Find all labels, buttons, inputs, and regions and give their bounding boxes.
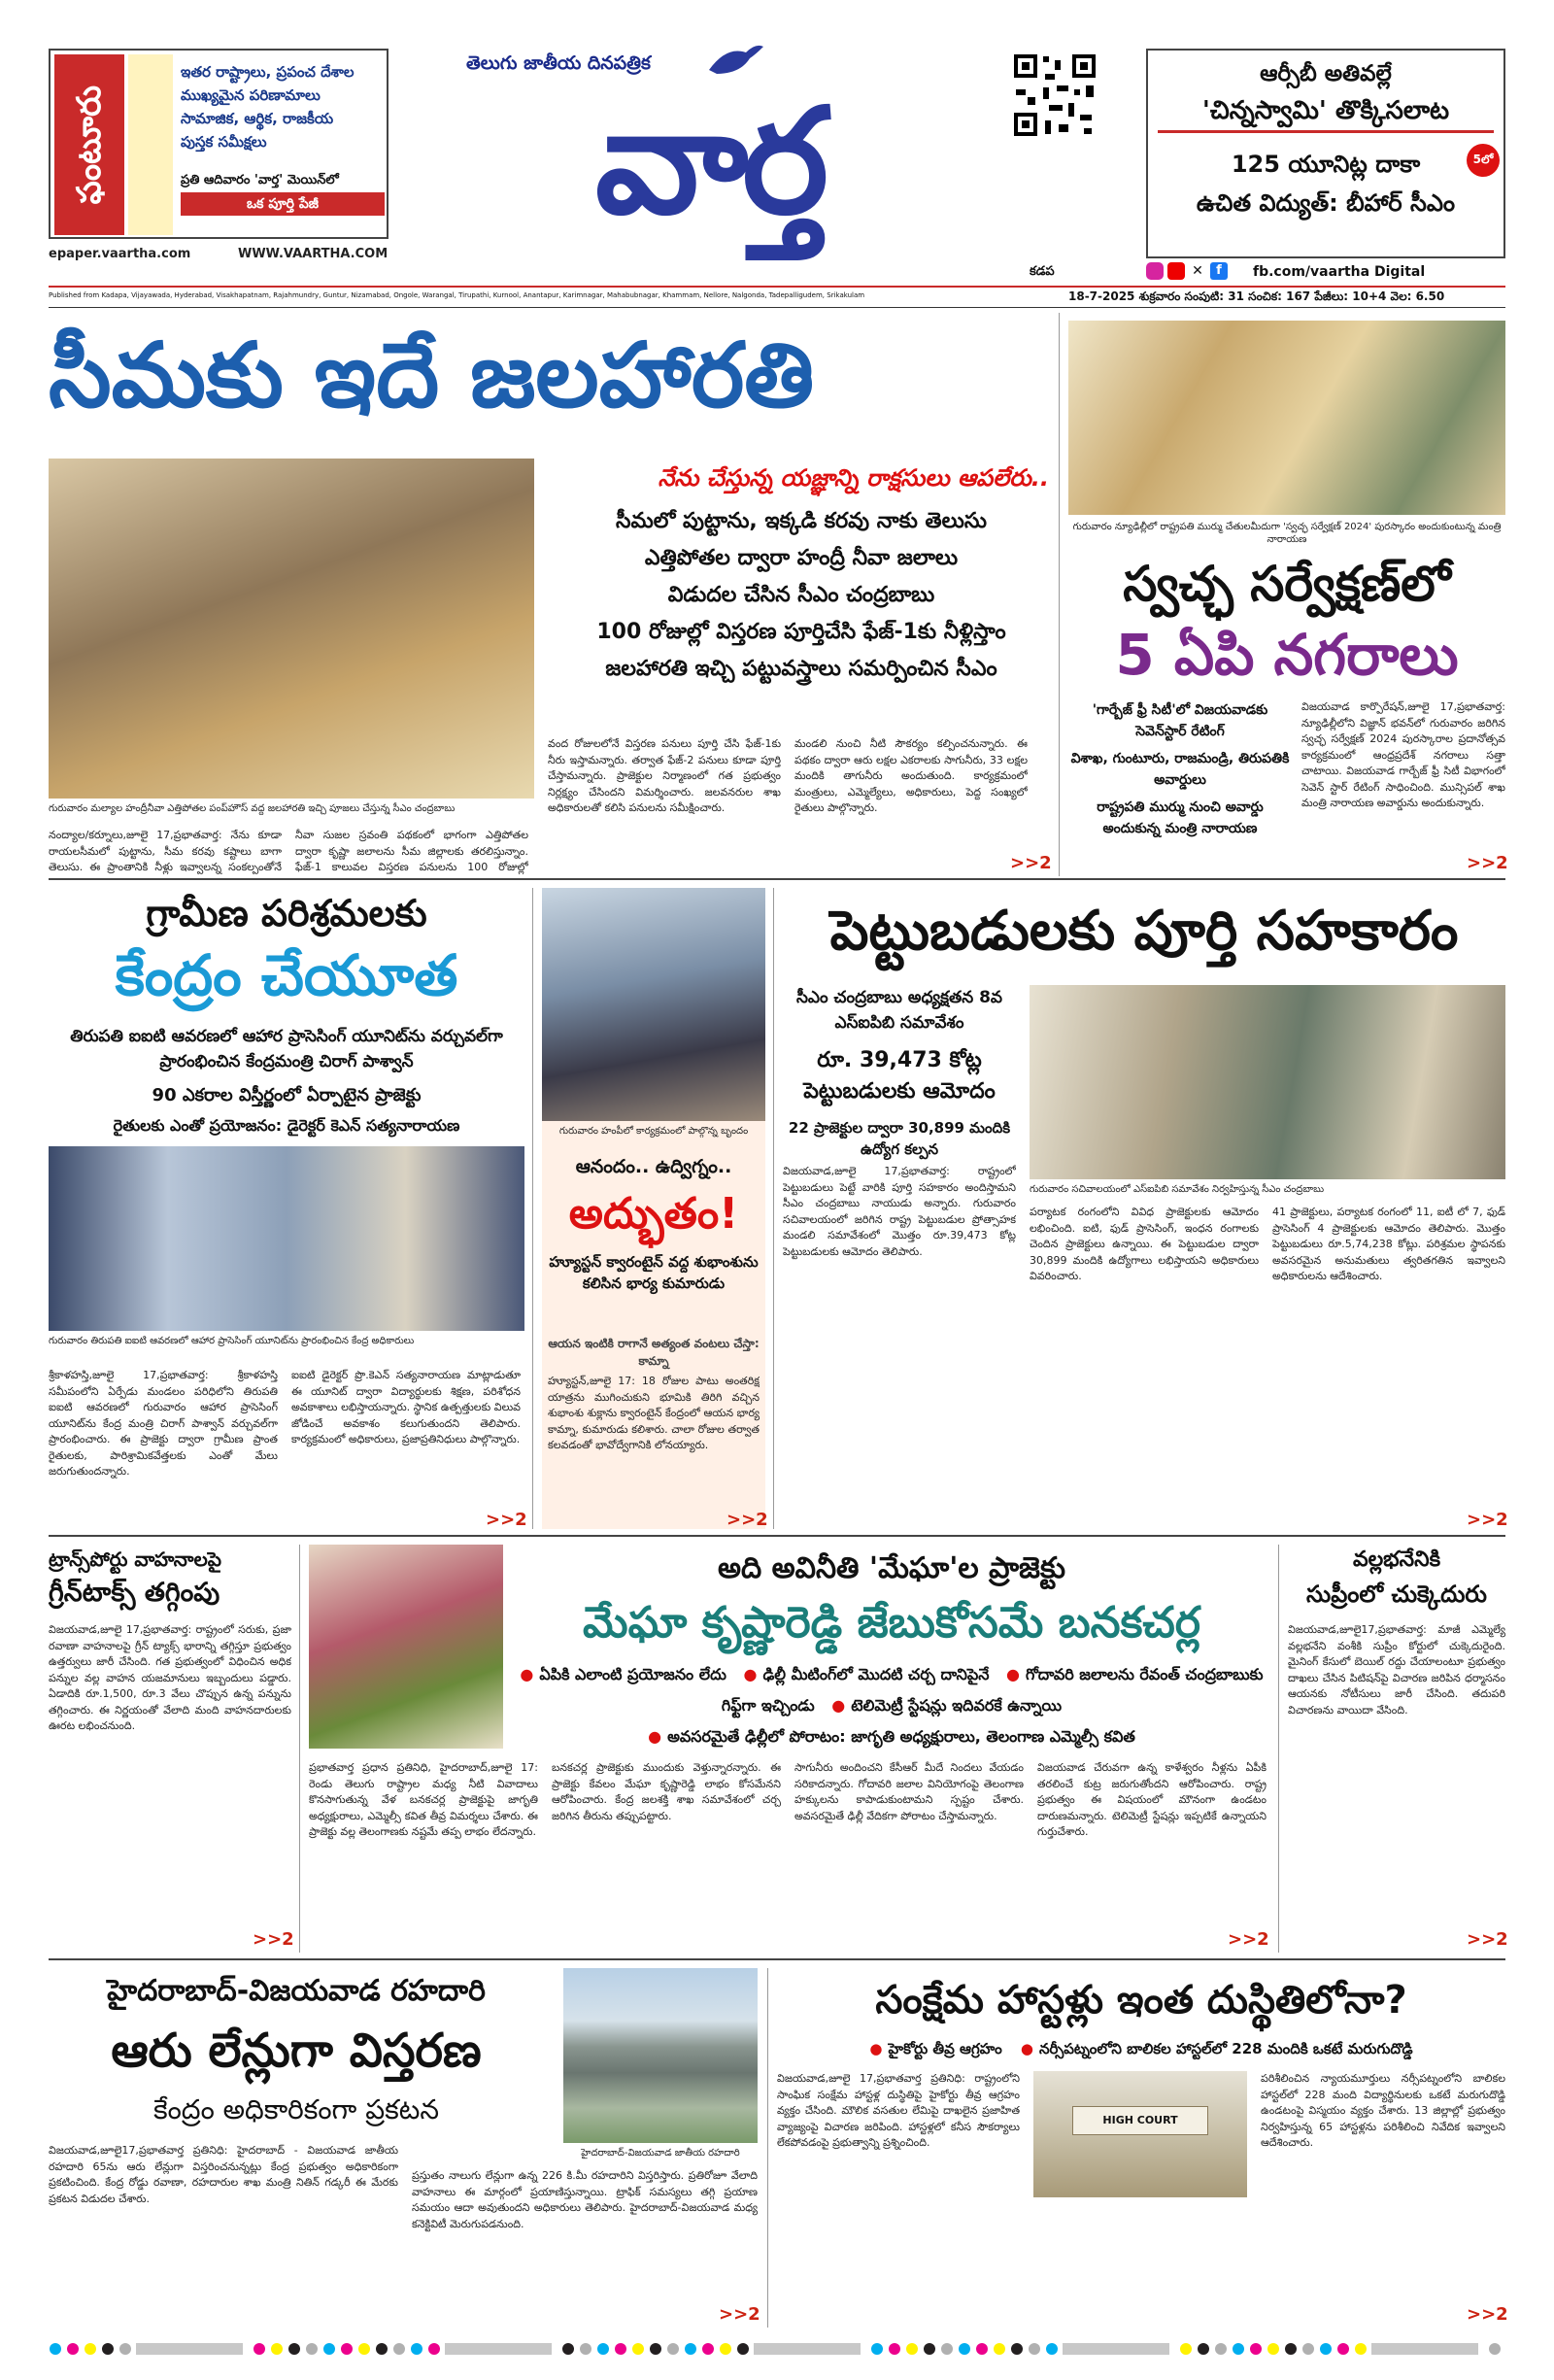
sipb-photo — [1030, 985, 1505, 1179]
registration-dot — [271, 2343, 283, 2355]
sipb-body-col3: 41 ప్రాజెక్టులు, పర్యాటక రంగంలో 11, ఐటీ లో 7, ఫుడ్ ప్రాసెసింగ్ 4 ప్రాజెక్టులకు ఆమోదం తెలిపారు. మొత్తం పెట్టుబడులు రూ.5,74,238 కోట్లు. పరిశ్రమల స్థాపనకు అవసరమైన అనుమతులు త్వరితగతిన ఇవ్వాలని అధికారులను ఆదేశించారు. — [1272, 1206, 1505, 1282]
megha-headline[interactable]: మేఘా కృష్ణారెడ్డి జేబుకోసమే బనకచర్ల — [583, 1598, 1200, 1648]
megha-kicker: అది అవినీతి 'మేఘా'ల ప్రాజెక్టు — [717, 1551, 1065, 1585]
lead-body-col1: నంద్యాల/కర్నూలు,జూలై 17,ప్రభాతవార్త: నేను కూడా రాయలసీమలో పుట్టాను, సీమ కరవు కష్టాలు బాగా తెలుసు. ఈ ప్రాంతానికి నీళ్లు ఇవ్వాలన్న సంకల్పంతోనే — [49, 829, 282, 873]
registration-dot — [737, 2343, 749, 2355]
registration-dot — [562, 2343, 574, 2355]
left-promo-strip — [128, 54, 173, 235]
registration-dot — [358, 2343, 370, 2355]
sipb-headline[interactable]: పెట్టుబడులకు పూర్తి సహకారం — [829, 900, 1459, 963]
vallabhaneni-body: విజయవాడ,జూలై17,ప్రభాతవార్త: మాజీ ఎమ్మెల్యే వల్లభనేని వంశీకి సుప్రీం కోర్టులో చుక్కెదురైంది. మైనింగ్ కేసులో బెయిల్ రద్దు చేయాలంటూ ప్రభుత్వం దాఖలు చేసిన పిటిషన్‌పై విచారణ జరిపిన ధర్మాసనం ఆయనకు నోటీసులు జారీ చేసింది. తదుపరి విచారణను వాయిదా వేసింది. — [1288, 1623, 1505, 1717]
registration-dot — [102, 2343, 114, 2355]
green-tax-body: విజయవాడ,జూలై 17,ప్రభాతవార్త: రాష్ట్రంలో సరుకు, ప్రజా రవాణా వాహనాలపై గ్రీన్ ట్యాక్స్ భారాన్ని తగ్గిస్తూ ప్రభుత్వం ఉత్తర్వులు జారీ చేసింది. గత ప్రభుత్వంలో విధించిన అధిక పన్నుల వల్ల వాహన యజమానులు ఇబ్బందులు పడ్డారు. ఏడాదికి రూ.1,500, రూ.3 వేలు చొప్పున ఉన్న పన్నును తగ్గించారు. ఈ నిర్ణయంతో వేలాది మంది వాహనదారులకు ఊరట లభించనుంది. — [49, 1623, 291, 1732]
registration-dot — [1285, 2343, 1297, 2355]
green-tax-headline[interactable]: గ్రీన్‌టాక్స్ తగ్గింపు — [49, 1578, 220, 1608]
megha-story — [309, 1545, 1270, 1953]
vallabhaneni-headline[interactable]: సుప్రీంలో చుక్కెదురు — [1306, 1581, 1487, 1608]
vallabhaneni-story — [1288, 1545, 1508, 1953]
megha-more-link[interactable]: >>2 — [1228, 1929, 1269, 1950]
edition-city: కడప — [1030, 264, 1055, 279]
registration-dot — [924, 2343, 935, 2355]
lead-deck: సీమలో పుట్టాను, ఇక్కడి కరవు నాకు తెలుసు ఎత్తిపోతల ద్వారా హంద్రీ నీవా జలాలు విడుదల చేసిన సీఎం చంద్రబాబు 100 రోజుల్లో విస్తరణ పూర్తిచేసి ఫేజ్-1కు నీళ్లిస్తాం జలహారతి ఇచ్చి పట్టువస్త్రాలు సమర్పించిన సీఎం — [596, 509, 1006, 681]
hostels-headline[interactable]: సంక్షేమ హాస్టళ్లు ఇంత దుస్థితిలోనా? — [875, 1978, 1407, 2023]
x-icon[interactable]: ✕ — [1192, 263, 1203, 279]
registration-dot — [288, 2343, 300, 2355]
swachh-headline2[interactable]: 5 ఏపి నగరాలు — [1115, 622, 1459, 688]
right-promo-line2: 'చిన్నస్వామి' తొక్కిసలాట — [1158, 91, 1494, 133]
sipb-body-col2: పర్యాటక రంగంలోని వివిధ ప్రాజెక్టులకు ఆమోదం లభించింది. ఐటి, ఫుడ్ ప్రాసెసింగ్, ఇంధన రంగాలకు చెందిన ప్రాజెక్టులు ఉన్నాయి. ఈ పెట్టుబడుల ద్వారా 30,899 మందికి ఉద్యోగాలు లభిస్తాయని అధికారులు వివరించారు. — [1030, 1206, 1259, 1282]
registration-bar-segment — [445, 2343, 552, 2355]
lead-body-col3: వంద రోజులలోనే విస్తరణ పనులు పూర్తి చేసి ఫేజ్-1కు నీరు ఇస్తామన్నారు. తర్వాత ఫేజ్-2 పనులు కూడా పూర్తి చేస్తామన్నారు. ప్రాజెక్టుల నిర్మాణంలో గత ప్రభుత్వం నిర్లక్ష్యం చేసిందని విమర్శించారు. జలవనరుల శాఖ అధికారులతో కలిసి పనులను సమీక్షించారు. — [548, 737, 781, 814]
registration-dot — [685, 2343, 696, 2355]
highway-photo — [563, 1968, 758, 2143]
food-park-deck2: 90 ఎకరాల విస్తీర్ణంలో ఏర్పాటైన ప్రాజెక్టు — [152, 1085, 422, 1105]
left-promo-badge: ఫంటూరు — [54, 54, 124, 235]
highway-kicker: హైదరాబాద్-విజయవాడ రహదారి — [107, 1974, 486, 2008]
vallabhaneni-more-link[interactable]: >>2 — [1467, 1929, 1508, 1950]
lead-body-col2: నీవా సుజల స్రవంతి పథకంలో భాగంగా ఎత్తిపోతల ద్వారా కృష్ణా జలాలను సీమ జిల్లాలకు తరలిస్తున్నాం. ఫేజ్-1 కాలువల విస్తరణ పనులను 100 రోజుల్లో — [295, 829, 528, 873]
hampi-body: హ్యూస్టన్,జూలై 17: 18 రోజుల పాటు అంతరిక్ష యాత్రను ముగించుకుని భూమికి తిరిగి వచ్చిన శుభాంశు శుక్లాను క్వారంటైన్ కేంద్రంలో ఆయన భార్య కామ్నా, కుమారుడు కలిశారు. చాలా రోజుల తర్వాత కలవడంతో భావోద్వేగానికి లోనయ్యారు. — [548, 1375, 760, 1451]
megha-body-col1: ప్రభాతవార్త ప్రధాన ప్రతినిధి, హైదరాబాద్,జూలై 17: రెండు తెలుగు రాష్ట్రాల మధ్య నీటి వివాదాలు కొనసాగుతున్న వేళ బనకచర్ల ప్రాజెక్టుపై జాగృతి అధ్యక్షురాలు, ఎమ్మెల్సీ కవిత తీవ్ర విమర్శలు చేశారు. ఈ ప్రాజెక్టు వల్ల తెలంగాణకు నష్టమే తప్ప లాభం లేదన్నారు. — [309, 1761, 538, 1838]
lead-story — [49, 313, 1052, 876]
right-promo-line3: 125 యూనిట్ల దాకా — [1231, 151, 1421, 178]
food-park-more-link[interactable]: >>2 — [486, 1510, 527, 1530]
epaper-link[interactable]: epaper.vaartha.com — [49, 247, 191, 261]
registration-dot — [889, 2343, 900, 2355]
right-promo-box[interactable] — [1146, 49, 1505, 258]
registration-dot — [1215, 2343, 1227, 2355]
lead-more-link[interactable]: >>2 — [1010, 853, 1052, 873]
facebook-handle[interactable]: fb.com/vaartha Digital — [1253, 264, 1426, 280]
registration-dot — [720, 2343, 731, 2355]
green-tax-story — [49, 1545, 294, 1953]
right-promo-line4: ఉచిత విద్యుత్: బీహార్ సీఎం — [1196, 189, 1456, 217]
registration-dot — [119, 2343, 131, 2355]
swachh-body: విజయవాడ కార్పొరేషన్,జూలై 17,ప్రభాతవార్త: న్యూఢిల్లీలోని విజ్ఞాన్ భవన్‌లో గురువారం జరిగిన స్వచ్ఛ సర్వేక్షణ్ 2024 పురస్కారాల ప్రదానోత్సవ కార్యక్రమంలో ఆంధ్రప్రదేశ్ నగరాలు సత్తా చాటాయి. విజయవాడ గార్బేజ్ ఫ్రీ సిటీ విభాగంలో సెవెన్ స్టార్ రేటింగ్ సాధించింది. మున్సిపల్ శాఖ మంత్రి నారాయణ అవార్డును అందుకున్నారు. — [1301, 700, 1505, 809]
megha-body-col4: విజయవాడ చేరువగా ఉన్న కాళేశ్వరం నీళ్లను ఏపీకి తరలించే కుట్ర జరుగుతోందని ఆరోపించారు. రాష్ట్ర ప్రభుత్వం ఈ విషయంలో మౌనంగా ఉండటం దారుణమన్నారు. టెలిమెట్రీ స్టేషన్లు ఇప్పటికే ఉన్నాయని గుర్తుచేశారు. — [1037, 1761, 1267, 1838]
registration-dot — [906, 2343, 918, 2355]
highway-more-link[interactable]: >>2 — [719, 2304, 760, 2325]
right-promo-line1: ఆర్సీబీ అతివల్లే — [1260, 61, 1392, 86]
food-park-deck1: తిరుపతి ఐఐటి ఆవరణలో ఆహార ప్రాసెసింగ్ యూనిట్‌ను వర్చువల్‌గా ప్రారంభించిన కేంద్రమంత్రి చిరాగ్ పాశ్వాన్ — [70, 1027, 503, 1071]
qr-code-icon[interactable] — [1010, 51, 1099, 140]
tagline: తెలుగు జాతీయ దినపత్రిక — [466, 52, 651, 74]
megha-body-col3: సాగునీరు అందించని కేసీఆర్ మీదే నిందలు వేయడం సరికాదన్నారు. గోదావరి జలాల వినియోగంపై తెలంగాణ హక్కులను కాపాడుకుంటామని స్పష్టం చేశారు. అవసరమైతే ఢిల్లీ వేదికగా పోరాటం చేస్తామన్నారు. — [794, 1761, 1024, 1822]
left-promo-lines: ఇతర రాష్ట్రాలు, ప్రపంచ దేశాల ముఖ్యమైన పరిణామాలు సామాజిక, ఆర్థిక, రాజకీయ పుస్తక సమీక్షలు ప్రతి ఆదివారం 'వార్త' మెయిన్‌లో ఒక పూర్తి పేజీ — [181, 60, 385, 216]
registration-dot — [597, 2343, 609, 2355]
registration-dot — [702, 2343, 714, 2355]
swachh-photo — [1068, 321, 1505, 515]
logo: వార్త — [594, 78, 824, 247]
hampi-deck2: ఆయన ఇంటికి రాగానే అత్యంత వంటలు చేస్తా: కామ్నా — [548, 1337, 760, 1368]
registration-bar-segment — [1063, 2343, 1169, 2355]
registration-dot — [632, 2343, 644, 2355]
registration-dot — [976, 2343, 988, 2355]
food-park-deck3: రైతులకు ఎంతో ప్రయోజనం: డైరెక్టర్ కెఎన్ సత్యనారాయణ — [113, 1116, 460, 1135]
registration-dot — [306, 2343, 318, 2355]
hampi-story — [542, 888, 768, 1530]
registration-dot — [941, 2343, 953, 2355]
vallabhaneni-kicker: వల్లభనేనికి — [1352, 1547, 1441, 1572]
highway-story — [49, 1968, 758, 2328]
hampi-headline[interactable]: అద్భుతం! — [568, 1189, 739, 1239]
sipb-caption: గురువారం సచివాలయంలో ఎస్ఐపిబి సమావేశం నిర్వహిస్తున్న సీఎం చంద్రబాబు — [1030, 1184, 1325, 1195]
hostels-body-col2: పరిశీలించిన న్యాయమూర్తులు నర్సీపట్నంలోని బాలికల హాస్టల్‌లో 228 మంది విద్యార్థినులకు ఒకటే మరుగుదొడ్డి ఉండటంపై విస్మయం వ్యక్తం చేశారు. 13 జిల్లాల్లో ప్రభుత్వం నిర్వహిస్తున్న 65 హాస్టళ్లను పరిశీలించి నివేదిక ఇవ్వాలని ఆదేశించారు. — [1261, 2072, 1505, 2149]
youtube-icon[interactable] — [1167, 262, 1185, 280]
food-park-headline2[interactable]: కేంద్రం చేయూత — [115, 942, 458, 1008]
sipb-more-link[interactable]: >>2 — [1467, 1510, 1508, 1530]
swachh-headline1[interactable]: స్వచ్ఛ సర్వేక్షణ్‌లో — [1123, 556, 1451, 612]
lead-caption: గురువారం మల్యాల హంద్రీనీవా ఎత్తిపోతల పంప్‌హౌస్ వద్ద జలహారతి ఇచ్చి పూజలు చేస్తున్న సీఎం చంద్రబాబు — [49, 803, 456, 814]
swachh-deck: 'గార్బేజ్ ఫ్రీ సిటీ'లో విజయవాడకు సెవెన్‌స్టార్ రేటింగ్ విశాఖ, గుంటూరు, రాజమండ్రి, తిరుపతికి అవార్డులు రాష్ట్రపతి ముర్ము నుంచి అవార్డు అందుకున్న మంత్రి నారాయణ — [1070, 702, 1290, 836]
published-from: Published from Kadapa, Vijayawada, Hyderabad, Visakhapatnam, Rajahmundry, Guntur, Nizamabad, Ongole, Warangal, Tirupathi, Kurnool, Anantapur, Karimnagar, Mahabubnagar, Khammam, Nellore, Nalgonda, Tadepalligudem, Srikakulam — [49, 291, 865, 299]
high-court-sign: HIGH COURT — [1072, 2106, 1208, 2135]
registration-bar-segment — [754, 2343, 861, 2355]
masthead — [0, 0, 1554, 307]
highway-body-col2: ప్రస్తుతం నాలుగు లేన్లుగా ఉన్న 226 కి.మీ రహదారిని విస్తరిస్తారు. ప్రతిరోజూ వేలాది వాహనాలు ఈ మార్గంలో ప్రయాణిస్తున్నాయి. ట్రాఫిక్ సమస్యలు తగ్గి ప్రయాణ సమయం ఆదా అవుతుందని అధికారులు తెలిపారు. హైదరాబాద్-విజయవాడ మధ్య కనెక్టివిటీ మెరుగుపడనుంది. — [412, 2169, 758, 2230]
food-park-photo — [49, 1146, 524, 1331]
registration-dot — [1320, 2343, 1332, 2355]
registration-dot — [341, 2343, 353, 2355]
swachh-story — [1068, 321, 1508, 876]
registration-dot — [871, 2343, 883, 2355]
food-park-caption: గురువారం తిరుపతి ఐఐటి ఆవరణలో ఆహార ప్రాసెసింగ్ యూనిట్‌ను ప్రారంభించిన కేంద్ర అధికారులు — [49, 1336, 415, 1346]
facebook-icon[interactable]: f — [1210, 262, 1228, 280]
registration-dot — [376, 2343, 388, 2355]
hostels-body-col1: విజయవాడ,జూలై 17,ప్రభాతవార్త ప్రతినిధి: రాష్ట్రంలోని సాంఘిక సంక్షేమ హాస్టళ్ల దుస్థితిపై హైకోర్టు తీవ్ర ఆగ్రహం వ్యక్తం చేసింది. మౌలిక వసతుల లేమిపై దాఖలైన ప్రజాహిత వ్యాజ్యంపై విచారణ జరిపింది. హాస్టళ్లలో కనీస సౌకర్యాలు లేకపోవడంపై ప్రభుత్వాన్ని ప్రశ్నించింది. — [777, 2072, 1020, 2149]
registration-dot — [994, 2343, 1005, 2355]
registration-dot — [323, 2343, 335, 2355]
high-court-photo — [1033, 2071, 1247, 2197]
food-park-headline1[interactable]: గ్రామీణ పరిశ్రమలకు — [146, 892, 427, 935]
page-ref-badge[interactable]: 5లో — [1467, 144, 1500, 177]
highway-deck: కేంద్రం అధికారికంగా ప్రకటన — [152, 2093, 440, 2125]
registration-dot — [615, 2343, 626, 2355]
megha-body-col2: బనకచర్ల ప్రాజెక్టుకు ముందుకు వెళ్తున్నారన్నారు. ఈ ప్రాజెక్టు కేవలం మేఘా కృష్ణారెడ్డి లాభం కోసమేనని ఆరోపించారు. కేంద్ర జలశక్తి శాఖ సమావేశంలో చర్చ జరిగిన తీరును తప్పుపట్టారు. — [552, 1761, 781, 1822]
registration-dot — [411, 2343, 422, 2355]
registration-dot — [1355, 2343, 1367, 2355]
registration-dot — [428, 2343, 440, 2355]
registration-dot — [1250, 2343, 1262, 2355]
left-promo-box[interactable] — [49, 49, 388, 239]
registration-bar-segment — [1371, 2343, 1478, 2355]
sipb-body-col1: విజయవాడ,జూలై 17,ప్రభాతవార్త: రాష్ట్రంలో పెట్టుబడులు పెట్టే వారికి పూర్తి సహకారం అందిస్తామని సీఎం చంద్రబాబు నాయుడు అన్నారు. గురువారం సచివాలయంలో జరిగిన రాష్ట్ర పెట్టుబడుల ప్రోత్సాహక మండలి సమావేశంలో మొత్తం రూ.39,473 కోట్ల పెట్టుబడులకు ఆమోదం తెలిపారు. — [783, 1165, 1016, 1258]
dateline: 18-7-2025 శుక్రవారం సంపుటి: 31 సంచిక: 167 పేజీలు: 10+4 వెల: 6.50 — [1068, 289, 1445, 303]
food-park-story — [49, 888, 527, 1530]
registration-dot — [1011, 2343, 1023, 2355]
color-registration-bar — [49, 2339, 1505, 2359]
registration-dot — [1302, 2343, 1314, 2355]
registration-dot — [393, 2343, 405, 2355]
highway-headline[interactable]: ఆరు లేన్లుగా విస్తరణ — [111, 2023, 482, 2078]
swachh-more-link[interactable]: >>2 — [1467, 853, 1508, 873]
sipb-deck: సీఎం చంద్రబాబు అధ్యక్షతన 8వ ఎస్ఐపిబి సమావేశం రూ. 39,473 కోట్ల పెట్టుబడులకు ఆమోదం 22 ప్రాజెక్టుల ద్వారా 30,899 మందికి ఉద్యోగ కల్పన — [788, 988, 1011, 1158]
registration-dot — [959, 2343, 970, 2355]
registration-dot — [84, 2343, 96, 2355]
lead-headline[interactable]: సీమకు ఇదే జలహారతి — [49, 323, 815, 427]
registration-dot — [1198, 2343, 1209, 2355]
highway-body-col1: విజయవాడ,జూలై17,ప్రభాతవార్త ప్రతినిధి: హైదరాబాద్ - విజయవాడ జాతీయ రహదారి 65ను ఆరు లేన్లుగా విస్తరించనున్నట్లు కేంద్ర ప్రభుత్వం అధికారికంగా ప్రకటించింది. కేంద్ర రోడ్డు రవాణా, రహదారుల శాఖ మంత్రి నితిన్ గడ్కరీ ఈ మేరకు ప్రకటన విడుదల చేశారు. — [49, 2144, 398, 2205]
hostels-bullets: ● హైకోర్టు తీవ్ర ఆగ్రహం ● నర్సీపట్నంలోని బాలికల హాస్టల్‌లో 228 మందికి ఒకటే మరుగుదొడ్డి — [869, 2040, 1413, 2057]
hampi-photo — [542, 888, 765, 1121]
registration-dot — [667, 2343, 679, 2355]
registration-dot — [253, 2343, 265, 2355]
instagram-icon[interactable] — [1146, 262, 1164, 280]
hampi-caption: గురువారం హంపీలో కార్యక్రమంలో పాల్గొన్న బృందం — [558, 1126, 749, 1137]
registration-dot — [580, 2343, 591, 2355]
hampi-kicker: ఆనందం.. ఉద్విగ్నం.. — [575, 1156, 732, 1177]
food-park-body-col2: ఐఐటి డైరెక్టర్ ప్రొ.కెఎన్ సత్యనారాయణ మాట్లాడుతూ ఈ యూనిట్ ద్వారా విద్యార్థులకు శిక్షణ, పరిశోధన అవకాశాలు లభిస్తాయన్నారు. స్థానిక ఉత్పత్తులకు విలువ జోడించే అవకాశం కలుగుతుందని తెలిపారు. కార్యక్రమంలో అధికారులు, ప్రజాప్రతినిధులు పాల్గొన్నారు. — [291, 1369, 521, 1445]
registration-dot — [67, 2343, 79, 2355]
hampi-deck: హ్యూస్టన్ క్వారంటైన్ వద్ద శుభాంశును కలిసిన భార్య కుమారుడు — [549, 1253, 759, 1292]
megha-bullets: ● ఏపికి ఎలాంటి ప్రయోజనం లేదు ● ఢిల్లీ మీటింగ్‌లో మొదటి చర్చ దానిపైనే ● గోదావరి జలాలను రేవంత్ చంద్రబాబుకు గిఫ్ట్‌గా ఇచ్చిండు ● టెలిమెట్రీ స్టేషన్లు ఇదివరకే ఉన్నాయి ● అవసరమైతే ఢిల్లీలో పోరాటం: జాగృతి అధ్యక్షురాలు, తెలంగాణ ఎమ్మెల్సీ కవిత — [520, 1665, 1264, 1746]
highway-caption: హైదరాబాద్-విజయవాడ జాతీయ రహదారి — [581, 2148, 740, 2159]
hostels-story — [777, 1968, 1508, 2328]
registration-dot — [1489, 2343, 1501, 2355]
registration-dot — [650, 2343, 661, 2355]
green-tax-more-link[interactable]: >>2 — [253, 1929, 294, 1950]
social-icons[interactable] — [1146, 262, 1228, 280]
lead-body-col4: మండలి నుంచి నీటి సౌకర్యం కల్పించనున్నారు. ఈ పథకం ద్వారా ఆరు లక్షల ఎకరాలకు సాగునీరు, 33 లక్షల మందికి తాగునీరు అందుతుంది. కార్యక్రమంలో మంత్రులు, ఎమ్మెల్యేలు, అధికారులు, పెద్ద సంఖ్యలో రైతులు పాల్గొన్నారు. — [794, 737, 1028, 814]
registration-dot — [1046, 2343, 1058, 2355]
registration-bar-segment — [136, 2343, 243, 2355]
lead-kicker: నేను చేస్తున్న యజ్ఞాన్ని రాక్షసులు ఆపలేరు.. — [658, 464, 1049, 492]
registration-dot — [50, 2343, 61, 2355]
green-tax-kicker: ట్రాన్స్‌పోర్టు వాహనాలపై — [49, 1547, 221, 1571]
kavitha-photo — [309, 1545, 503, 1749]
food-park-body-col1: శ్రీకాళహస్తి,జూలై 17,ప్రభాతవార్త: శ్రీకాళహస్తి సమీపంలోని ఏర్పేడు మండలం పరిధిలోని తిరుపతి ఐఐటి ఆవరణలో గురువారం ఆహార ప్రాసెసింగ్ యూనిట్‌ను కేంద్ర మంత్రి చిరాగ్ పాశ్వాన్ వర్చువల్‌గా ప్రారంభించారు. ఈ ప్రాజెక్టు ద్వారా గ్రామీణ ప్రాంత రైతులకు, పారిశ్రామికవేత్తలకు ఎంతో మేలు జరుగుతుందన్నారు. — [49, 1369, 278, 1478]
lead-photo — [49, 459, 534, 799]
registration-dot — [1233, 2343, 1244, 2355]
registration-dot — [1267, 2343, 1279, 2355]
registration-dot — [1029, 2343, 1040, 2355]
registration-dot — [1337, 2343, 1349, 2355]
registration-dot — [1180, 2343, 1192, 2355]
hampi-more-link[interactable]: >>2 — [726, 1510, 768, 1530]
website-link[interactable]: WWW.VAARTHA.COM — [238, 247, 388, 261]
sipb-story — [783, 888, 1508, 1530]
swachh-caption: గురువారం న్యూఢిల్లీలో రాష్ట్రపతి ముర్ము చేతులమీదుగా 'స్వచ్ఛ సర్వేక్షణ్ 2024' పురస్కారం అందుకుంటున్న మంత్రి నారాయణ — [1072, 522, 1502, 545]
hostels-more-link[interactable]: >>2 — [1467, 2304, 1508, 2325]
